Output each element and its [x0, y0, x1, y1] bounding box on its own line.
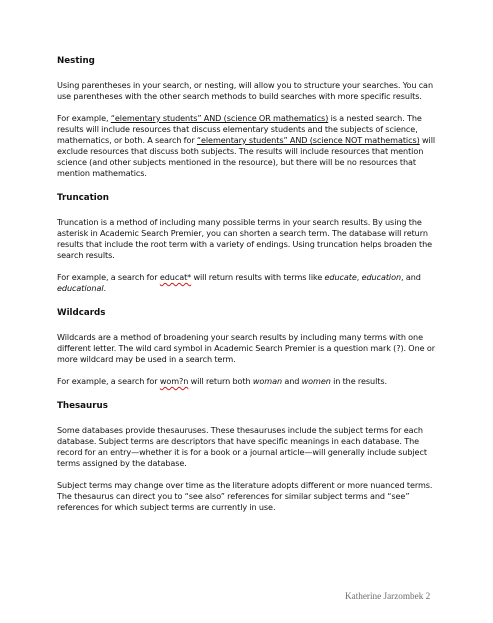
heading-truncation: Truncation: [57, 193, 109, 203]
text-run: will return results with terms like: [191, 272, 325, 282]
text-run: For example,: [57, 113, 111, 123]
text-run: will exclude resources that discuss both subjects. The results will include resources that mention science (and other subjects mentioned in the resource), but there will be no resources that mention mathematics.: [57, 135, 436, 178]
page-footer: Katherine Jarzombek 2: [345, 591, 431, 601]
wildcards-example-paragraph: [57, 376, 437, 387]
text-run: .: [103, 283, 106, 293]
example-term: women: [301, 376, 331, 386]
text-run: is a nested search. The results will include resources that discuss elementary students and the subjects of science, mathematics, or both. A search for: [57, 113, 422, 145]
heading-nesting: Nesting: [57, 56, 95, 66]
text-run: , and: [401, 272, 421, 282]
truncation-search-term: educat*: [159, 272, 192, 282]
thesaurus-paragraph-2: Subject terms may change over time as the literature adopts different or more nuanced terms. The thesaurus can direct you to “see also” references for similar subject terms and “see” references for which subject terms are currently in use.: [57, 480, 433, 512]
heading-thesaurus: Thesaurus: [57, 401, 108, 411]
nested-search-query: “elementary students” AND (science OR mathematics): [110, 113, 329, 123]
example-term: woman: [252, 376, 283, 386]
text-run: For example, a search for: [57, 272, 160, 282]
nesting-paragraph: Using parentheses in your search, or nesting, will allow you to structure your searches. You can use parentheses with the other search methods to build searches with more specific results.: [57, 80, 433, 101]
thesaurus-paragraph: Some databases provide thesauruses. These thesauruses include the subject terms for each database. Subject terms are descriptors that have specific meanings in each database. The record for an entry—whether it is for a book or a journal article—will generally include subject terms assigned by the database.: [57, 425, 427, 468]
document-body: [57, 55, 437, 513]
example-term: educational: [57, 283, 104, 293]
wildcards-paragraph: Wildcards are a method of broadening your search results by including many terms with one different letter. The wild card symbol in Academic Search Premier is a question mark (?). One or more wildcard may be used in a search term.: [57, 332, 435, 364]
wildcard-search-term: wom?n: [159, 376, 189, 386]
nesting-example-paragraph: [57, 113, 437, 179]
heading-wildcards: Wildcards: [57, 308, 106, 318]
example-term: education: [361, 272, 402, 282]
nested-search-query: “elementary students” AND (science NOT mathematics): [196, 135, 420, 145]
text-run: and: [282, 376, 302, 386]
text-run: ,: [356, 272, 362, 282]
example-term: educate: [324, 272, 357, 282]
truncation-example-paragraph: [57, 272, 437, 294]
truncation-paragraph: Truncation is a method of including many possible terms in your search results. By using the asterisk in Academic Search Premier, you can shorten a search term. The database will return results that include the root term with a variety of endings. Using truncation helps broaden the search results.: [57, 217, 433, 260]
text-run: will return both: [188, 376, 253, 386]
text-run: in the results.: [330, 376, 387, 386]
text-run: For example, a search for: [57, 376, 160, 386]
